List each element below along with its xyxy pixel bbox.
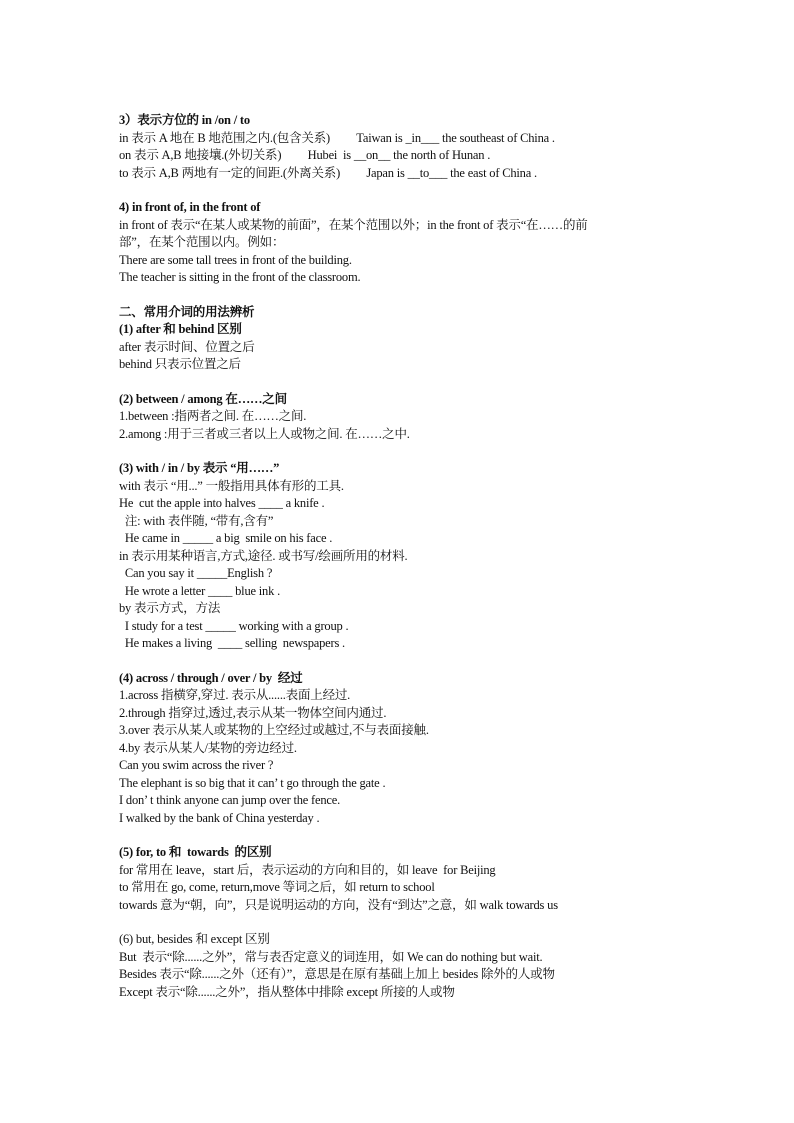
section-heading: (2) between / among 在……之间 <box>119 391 287 406</box>
text-line: by 表示方式，方法 <box>119 601 221 615</box>
text-line: 1.across 指横穿,穿过. 表示从......表面上经过. <box>119 688 351 702</box>
section-heading: (3) with / in / by 表示 “用……” <box>119 461 280 475</box>
text-line: 注: with 表伴随, “带有,含有” <box>119 513 274 528</box>
text-line: 4.by 表示从某人/某物的旁边经过. <box>119 740 297 755</box>
text-line: 部”，在某个范围以内。例如： <box>119 235 285 249</box>
text-line: The elephant is so big that it can’ t go through the gate . <box>119 775 386 790</box>
text-line: in 表示 A 地在 B 地范围之内.(包含关系) Taiwan is _in___ the southeast of China . <box>119 130 555 145</box>
section-heading: (5) for, to 和 towards 的区别 <box>119 845 272 859</box>
text-line: He cut the apple into halves ____ a knife . <box>119 496 325 510</box>
text-line: There are some tall trees in front of the building. <box>119 252 352 267</box>
text-line: after 表示时间、位置之后 <box>119 339 255 354</box>
text-line: Can you swim across the river ? <box>119 758 274 772</box>
section-heading: 4) in front of, in the front of <box>119 200 261 214</box>
section-p1 <box>119 321 679 374</box>
section-p4 <box>119 670 679 828</box>
section-gap <box>119 443 679 460</box>
text-line: Except 表示“除......之外”，指从整体中排除 except 所接的人或物 <box>119 984 455 999</box>
text-line: Besides 表示“除......之外（还有）”，意思是在原有基础上加上 besides 除外的人或物 <box>119 967 555 981</box>
section-heading: 3）表示方位的 in /on / to <box>119 113 250 127</box>
text-line: 1.between :指两者之间. 在……之间. <box>119 409 307 423</box>
section-heading: (1) after 和 behind 区别 <box>119 322 242 336</box>
section-s-title <box>119 304 679 322</box>
section-gap <box>119 914 679 931</box>
section-gap <box>119 287 679 304</box>
text-line: I study for a test _____ working with a group . <box>119 618 349 633</box>
text-line: Can you say it _____English ? <box>119 566 273 580</box>
text-line: to 常用在 go, come, return,move 等词之后，如 return to school <box>119 880 435 894</box>
section-heading: (4) across / through / over / by 经过 <box>119 670 303 685</box>
section-heading: 二、常用介词的用法辨析 <box>119 304 255 319</box>
text-line: 3.over 表示从某人或某物的上空经过或越过,不与表面接触. <box>119 723 429 737</box>
text-line: in front of 表示“在某人或某物的前面”，在某个范围以外；in the front of 表示“在……的前 <box>119 217 588 232</box>
text-line: on 表示 A,B 地接壤.(外切关系) Hubei is __on__ the north of Hunan . <box>119 148 491 162</box>
text-line: in 表示用某种语言,方式,途径. 或书写/绘画所用的材料. <box>119 548 408 563</box>
text-line: The teacher is sitting in the front of the classroom. <box>119 270 361 284</box>
text-line: towards 意为“朝，向”，只是说明运动的方向，没有“到达”之意，如 walk towards us <box>119 897 558 912</box>
section-p5 <box>119 844 679 914</box>
section-heading: (6) but, besides 和 except 区别 <box>119 932 270 946</box>
section-p2 <box>119 391 679 444</box>
section-s3 <box>119 112 679 182</box>
section-gap <box>119 653 679 670</box>
text-line: 2.among :用于三者或三者以上人或物之间. 在……之中. <box>119 426 410 441</box>
text-line: behind 只表示位置之后 <box>119 357 241 371</box>
text-line: I walked by the bank of China yesterday . <box>119 810 320 825</box>
section-gap <box>119 374 679 391</box>
text-line: He came in _____ a big smile on his face . <box>119 531 333 545</box>
text-line: I don’ t think anyone can jump over the fence. <box>119 793 341 807</box>
section-p3 <box>119 460 679 653</box>
text-line: to 表示 A,B 两地有一定的间距.(外离关系) Japan is __to___ the east of China . <box>119 165 537 180</box>
section-s4 <box>119 199 679 287</box>
section-gap <box>119 827 679 844</box>
text-line: But 表示“除......之外”，常与表否定意义的词连用，如 We can do nothing but wait. <box>119 949 543 964</box>
document-page <box>119 112 679 1001</box>
text-line: He wrote a letter ____ blue ink . <box>119 583 281 598</box>
text-line: 2.through 指穿过,透过,表示从某一物体空间内通过. <box>119 705 387 720</box>
text-line: with 表示 “用...” 一般指用具体有形的工具. <box>119 478 344 493</box>
text-line: He makes a living ____ selling newspapers . <box>119 636 345 650</box>
section-gap <box>119 182 679 199</box>
section-p6 <box>119 931 679 1001</box>
text-line: for 常用在 leave，start 后，表示运动的方向和目的，如 leave for Beijing <box>119 862 496 877</box>
